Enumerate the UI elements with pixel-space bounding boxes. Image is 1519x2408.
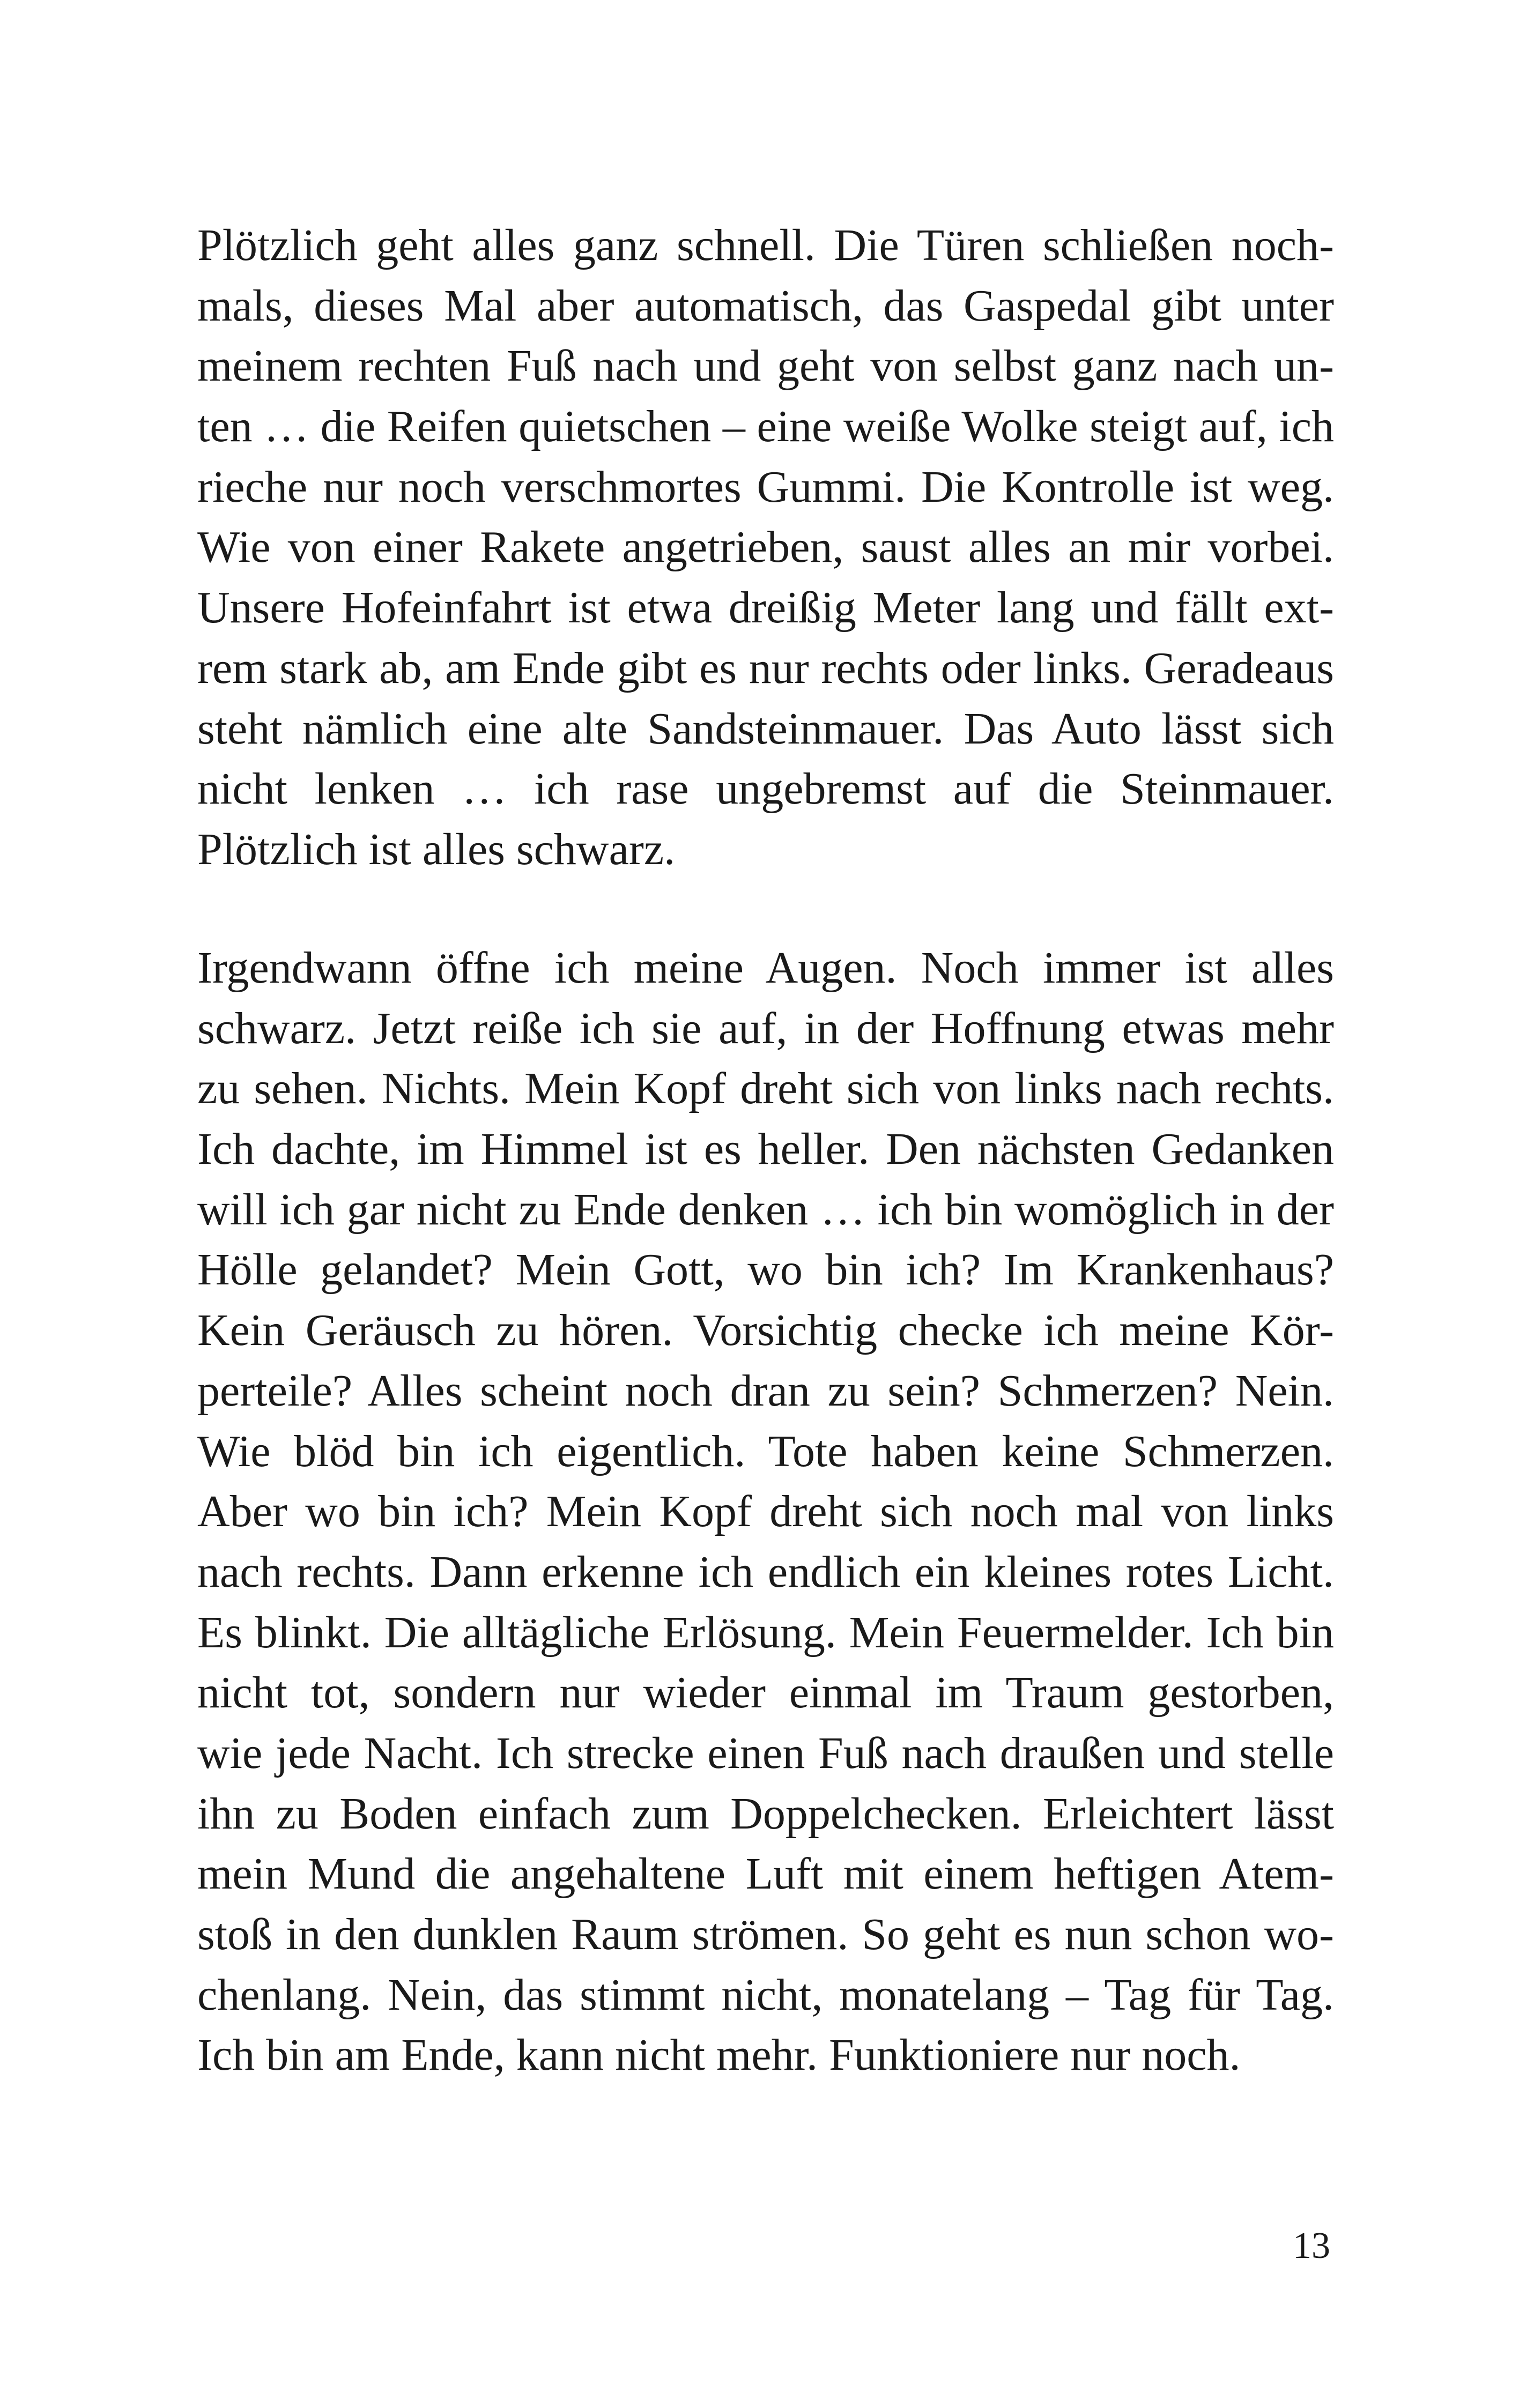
text-line: schwarz. Jetzt reiße ich sie auf, in der Hoffnung etwas mehr (197, 1003, 1334, 1053)
text-line: nach rechts. Dann erkenne ich endlich ein kleines rotes Licht. (197, 1547, 1334, 1597)
text-line: Irgendwann öffne ich meine Augen. Noch immer ist alles (197, 943, 1334, 993)
text-line: Ich dachte, im Himmel ist es heller. Den nächsten Gedanken (197, 1124, 1334, 1175)
text-line: Unsere Hofeinfahrt ist etwa dreißig Meter lang und fällt ext- (197, 583, 1334, 633)
text-line: Es blinkt. Die alltägliche Erlösung. Mein Feuermelder. Ich bin (197, 1607, 1334, 1658)
text-line: ihn zu Boden einfach zum Doppelchecken. Erleichtert lässt (197, 1788, 1334, 1839)
page-number: 13 (1293, 2225, 1330, 2266)
text-line: rem stark ab, am Ende gibt es nur rechts oder links. Geradeaus (197, 643, 1334, 693)
text-line: zu sehen. Nichts. Mein Kopf dreht sich von links nach rechts. (197, 1064, 1334, 1114)
text-line: perteile? Alles scheint noch dran zu sein? Schmerzen? Nein. (197, 1365, 1334, 1416)
text-line: Kein Geräusch zu hören. Vorsichtig checke ich meine Kör- (197, 1305, 1334, 1356)
text-line: Ich bin am Ende, kann nicht mehr. Funktioniere nur noch. (197, 2030, 1241, 2080)
text-line: mein Mund die angehaltene Luft mit einem heftigen Atem- (197, 1849, 1334, 1899)
text-line: mals, dieses Mal aber automatisch, das Gaspedal gibt unter (197, 280, 1334, 331)
paragraph-1 (197, 215, 1334, 880)
paragraph-2 (197, 938, 1334, 2086)
text-line: will ich gar nicht zu Ende denken … ich bin womöglich in der (197, 1184, 1334, 1235)
text-line: rieche nur noch verschmortes Gummi. Die Kontrolle ist weg. (197, 462, 1334, 512)
text-line: meinem rechten Fuß nach und geht von selbst ganz nach un- (197, 341, 1334, 391)
text-line: ten … die Reifen quietschen – eine weiße Wolke steigt auf, ich (197, 402, 1334, 452)
text-line: nicht lenken … ich rase ungebremst auf die Steinmauer. (197, 764, 1334, 814)
text-line: Plötzlich ist alles schwarz. (197, 824, 676, 874)
text-line: nicht tot, sondern nur wieder einmal im Traum gestorben, (197, 1668, 1334, 1718)
text-line: stoß in den dunklen Raum strömen. So geht es nun schon wo- (197, 1909, 1334, 1959)
text-line: chenlang. Nein, das stimmt nicht, monatelang – Tag für Tag. (197, 1969, 1334, 2020)
text-line: Wie von einer Rakete angetrieben, saust alles an mir vorbei. (197, 522, 1334, 573)
text-line: steht nämlich eine alte Sandsteinmauer. Das Auto lässt sich (197, 703, 1334, 754)
text-line: Wie blöd bin ich eigentlich. Tote haben keine Schmerzen. (197, 1426, 1334, 1476)
text-line: Hölle gelandet? Mein Gott, wo bin ich? Im Krankenhaus? (197, 1245, 1334, 1295)
text-line: Plötzlich geht alles ganz schnell. Die Türen schließen noch- (197, 220, 1334, 270)
text-line: Aber wo bin ich? Mein Kopf dreht sich noch mal von links (197, 1487, 1334, 1537)
text-line: wie jede Nacht. Ich strecke einen Fuß nach draußen und stelle (197, 1728, 1334, 1778)
